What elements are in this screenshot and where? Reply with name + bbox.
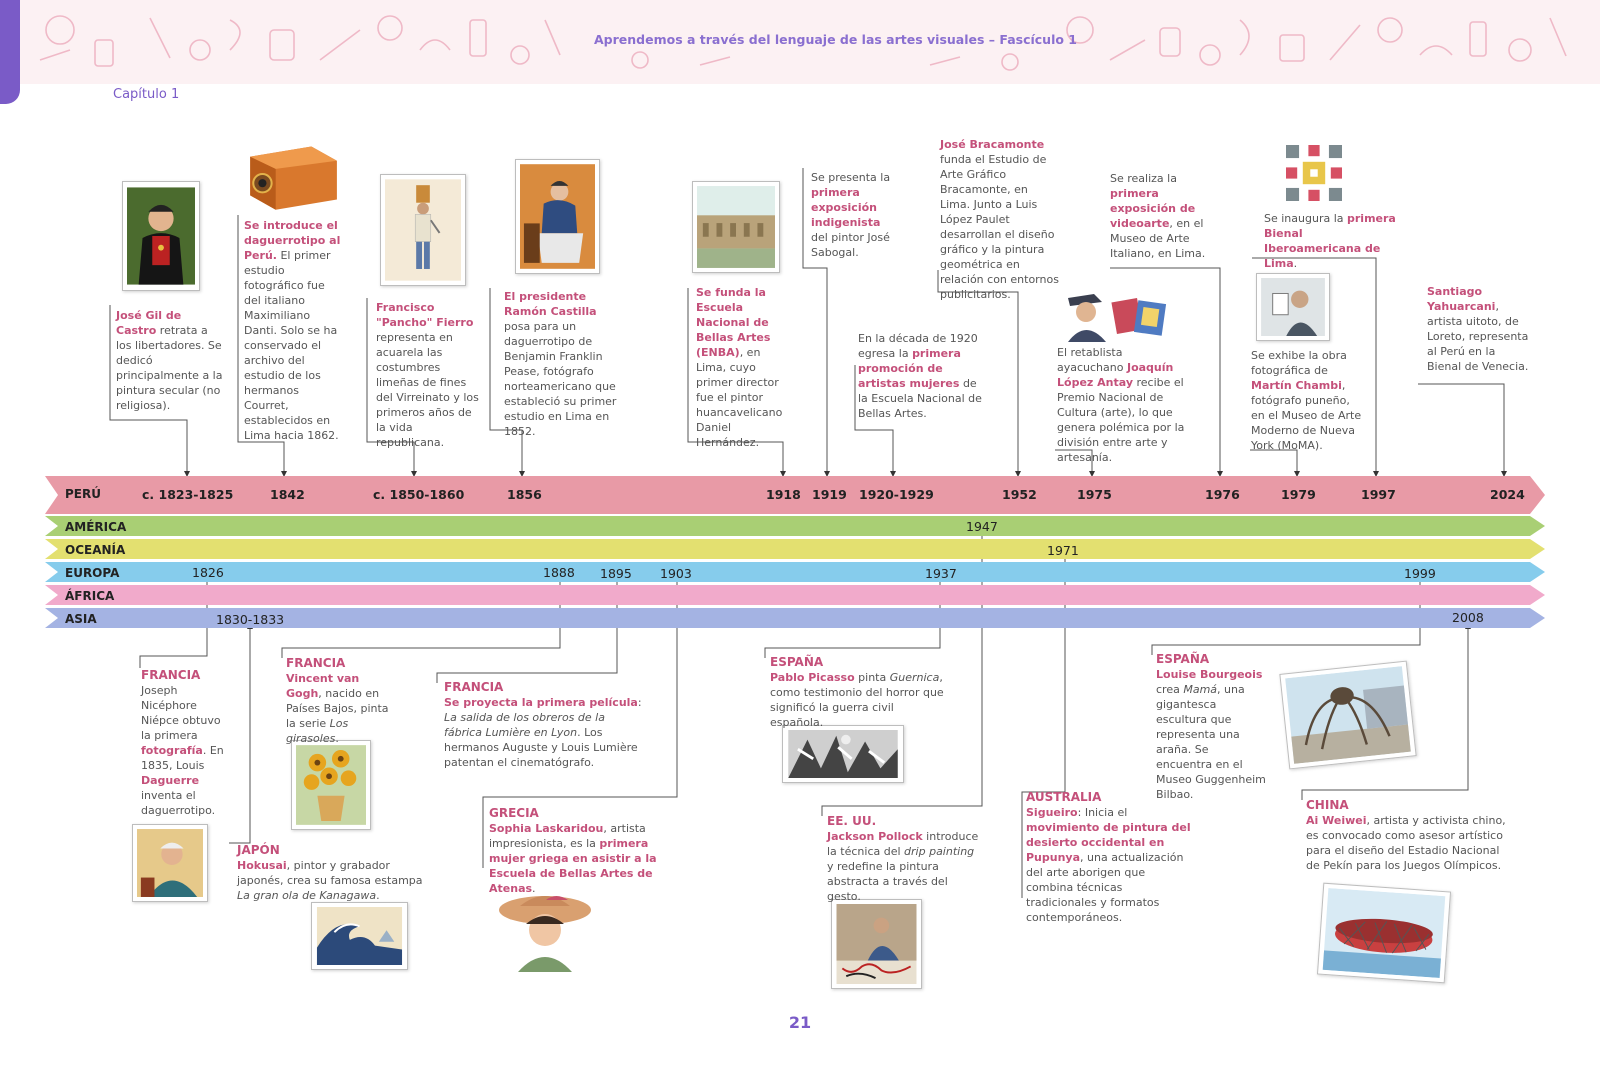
event-highlight: primera Bienal Iberoamericana de Lima bbox=[1264, 212, 1396, 270]
year-europa: 1888 bbox=[543, 565, 575, 580]
event-artwork-title: La gran ola de Kanagawa bbox=[237, 889, 377, 902]
daguerre-portrait bbox=[132, 824, 208, 902]
event-text: . bbox=[376, 889, 380, 902]
event-mujeres bbox=[858, 331, 986, 421]
year-peru: 1979 bbox=[1281, 487, 1316, 502]
event-castilla bbox=[504, 289, 622, 439]
event-highlight: Se proyecta la primera película bbox=[444, 696, 638, 709]
year-peru: 1975 bbox=[1077, 487, 1112, 502]
event-artwork-title: La salida de los obreros de la fábrica Lumière en Lyon bbox=[444, 711, 605, 739]
event-highlight: José Gil de Castro bbox=[116, 309, 182, 337]
portrait-painting bbox=[122, 181, 200, 291]
geometric-pattern bbox=[1281, 141, 1347, 205]
event-videoarte bbox=[1110, 171, 1206, 261]
event-highlight: Jackson Pollock bbox=[827, 830, 923, 843]
event-text: introduce la técnica del bbox=[827, 830, 979, 858]
event-country: CHINA bbox=[1306, 798, 1349, 812]
birds-nest-stadium-photo bbox=[1317, 883, 1451, 984]
event-country: EE. UU. bbox=[827, 814, 877, 828]
event-text: Se inaugura la bbox=[1264, 212, 1347, 225]
event-highlight: José Bracamonte bbox=[940, 138, 1045, 151]
band-label-asia: ASIA bbox=[65, 611, 97, 626]
event-country: JAPÓN bbox=[237, 843, 280, 857]
event-highlight: Louise Bourgeois bbox=[1156, 668, 1263, 681]
event-enba bbox=[696, 285, 792, 450]
event-bienal bbox=[1264, 211, 1400, 271]
event-text: , en Lima, cuyo primer director fue el pintor huancavelicano Daniel Hernández. bbox=[696, 346, 783, 449]
laskaridou-illustration bbox=[496, 886, 594, 972]
year-peru: 1952 bbox=[1002, 487, 1037, 502]
event-highlight: Daguerre bbox=[141, 774, 200, 787]
year-asia: 2008 bbox=[1452, 610, 1484, 625]
band-label-europa: EUROPA bbox=[65, 565, 120, 580]
event-fierro bbox=[376, 300, 484, 450]
event-highlight: primera exposición indigenista bbox=[811, 186, 881, 229]
event-text: , una gigantesca escultura que representa una araña. Se encuentra en el Museo Guggenheim Bilbao. bbox=[1156, 683, 1266, 801]
event-pollock bbox=[827, 814, 979, 904]
event-artwork-title: Guernica bbox=[889, 671, 940, 684]
event-highlight: Sophia Laskaridou bbox=[489, 822, 604, 835]
year-peru: 1918 bbox=[766, 487, 801, 502]
event-text: , una actualización del arte aborigen que combina técnicas tradicionales y formatos contemporáneos. bbox=[1026, 851, 1184, 924]
event-highlight: Santiago Yahuarcani bbox=[1427, 285, 1496, 313]
event-text: . bbox=[1293, 257, 1298, 270]
event-text: pinta bbox=[854, 671, 890, 684]
event-text: , en el Museo de Arte Italiano, en Lima. bbox=[1110, 217, 1206, 260]
year-america: 1947 bbox=[966, 519, 998, 534]
band-africa bbox=[45, 585, 1545, 606]
year-peru: c. 1823-1825 bbox=[142, 487, 234, 502]
photographer-portrait bbox=[1256, 273, 1330, 341]
event-lumiere bbox=[444, 680, 644, 770]
band-label-america: AMÉRICA bbox=[65, 519, 127, 534]
event-text: funda el Estudio de Arte Gráfico Bracamonte, en Lima. Junto a Luis López Paulet desarrollan el diseño gráfico y la pintura geométrica en relación con entornos publicitarios. bbox=[940, 153, 1059, 301]
event-highlight: fotografía bbox=[141, 744, 203, 757]
watercolor-figure bbox=[380, 174, 466, 286]
event-text: Se realiza la bbox=[1110, 172, 1177, 185]
event-yahuarcani bbox=[1427, 284, 1531, 374]
event-artwork-title: Mamá bbox=[1183, 683, 1218, 696]
event-text: de la Escuela Nacional de Bellas Artes. bbox=[858, 377, 982, 420]
event-weiwei bbox=[1306, 798, 1512, 873]
event-text: del pintor José Sabogal. bbox=[811, 231, 890, 259]
band-europa bbox=[45, 562, 1545, 583]
event-gil-castro bbox=[116, 308, 224, 413]
event-artwork-title: Los girasoles bbox=[286, 717, 349, 745]
event-text: , artista uitoto, de Loreto, representa al Perú en la Bienal de Venecia. bbox=[1427, 300, 1529, 373]
event-highlight: Sigueiro bbox=[1026, 806, 1078, 819]
event-text: , artista y activista chino, es convocado como asesor artístico para el diseño del Estadio Nacional de Pekín para los Juegos Olímpicos. bbox=[1306, 814, 1506, 872]
event-hokusai bbox=[237, 843, 437, 903]
pollock-photo bbox=[831, 899, 922, 989]
event-highlight: Se funda la Escuela Nacional de Bellas Artes (ENBA) bbox=[696, 286, 771, 359]
event-country: GRECIA bbox=[489, 806, 539, 820]
band-oceania bbox=[45, 539, 1545, 560]
event-niepce bbox=[141, 668, 227, 818]
event-country: ESPAÑA bbox=[1156, 652, 1210, 666]
event-text: retrata a los libertadores. Se dedicó principalmente a la pintura secular (no religiosa). bbox=[116, 324, 223, 412]
event-highlight: Vincent van Gogh bbox=[286, 672, 360, 700]
year-peru: 1856 bbox=[507, 487, 542, 502]
event-highlight: Pablo Picasso bbox=[770, 671, 855, 684]
event-lopez-antay bbox=[1057, 345, 1191, 465]
event-country: FRANCIA bbox=[286, 656, 346, 670]
event-country: ESPAÑA bbox=[770, 655, 824, 669]
event-text: . Los hermanos Auguste y Louis Lumière patentan el cinematógrafo. bbox=[444, 726, 638, 769]
seated-portrait bbox=[515, 159, 600, 274]
band-america bbox=[45, 516, 1545, 537]
event-daguerrotipo bbox=[244, 218, 344, 443]
year-oceania: 1971 bbox=[1047, 543, 1079, 558]
event-sabogal bbox=[811, 170, 897, 260]
event-country: AUSTRALIA bbox=[1026, 790, 1102, 804]
event-chambi bbox=[1251, 348, 1367, 453]
event-text: crea bbox=[1156, 683, 1184, 696]
year-peru: 1920-1929 bbox=[859, 487, 934, 502]
event-bourgeois bbox=[1156, 652, 1268, 802]
event-text: , artista impresionista, es la bbox=[489, 822, 646, 850]
event-highlight: Joaquín López Antay bbox=[1057, 361, 1174, 389]
event-text: Se presenta la bbox=[811, 171, 891, 184]
year-europa: 1903 bbox=[660, 566, 692, 581]
event-text: y redefine la pintura abstracta a través del gesto. bbox=[827, 860, 948, 903]
year-europa: 1895 bbox=[600, 566, 632, 581]
page-number: 21 bbox=[788, 1013, 812, 1032]
year-europa: 1937 bbox=[925, 566, 957, 581]
event-highlight: Se introduce el daguerrotipo al Perú. bbox=[244, 219, 341, 262]
year-europa: 1999 bbox=[1404, 566, 1436, 581]
camera-image bbox=[240, 136, 342, 212]
year-peru: 1842 bbox=[270, 487, 305, 502]
event-country: FRANCIA bbox=[141, 668, 201, 682]
event-text: inventa el daguerrotipo. bbox=[141, 789, 216, 817]
fascicle-title: Aprendemos a través del lenguaje de las artes visuales – Fascículo 1 bbox=[594, 32, 1077, 47]
event-vangogh bbox=[286, 656, 398, 746]
event-text: : bbox=[637, 696, 642, 709]
maman-spider-photo bbox=[1279, 661, 1416, 770]
event-highlight: Hokusai bbox=[237, 859, 287, 872]
event-text: recibe el Premio Nacional de Cultura (arte), lo que genera polémica por la división entre arte y artesanía. bbox=[1057, 376, 1185, 464]
event-highlight: primera exposición de videoarte bbox=[1110, 187, 1196, 230]
sunflowers-image bbox=[291, 740, 371, 830]
band-label-africa: ÁFRICA bbox=[65, 588, 115, 603]
courtyard-image bbox=[692, 181, 780, 273]
event-text: El retablista ayacuchano bbox=[1057, 346, 1127, 374]
event-text: Se exhibe la obra fotográfica de bbox=[1251, 349, 1347, 377]
event-text: representa en acuarela las costumbres limeñas de fines del Virreinato y los primeros años de la vida republicana. bbox=[376, 331, 479, 449]
event-text: El primer estudio fotográfico fue del italiano Maximiliano Danti. Solo se ha conservado el archivo del estudio de los hermanos Courret, establecidos en Lima hacia 1862. bbox=[244, 249, 339, 442]
event-text: . En 1835, Louis bbox=[141, 744, 224, 772]
event-text: posa para un daguerrotipo de Benjamin Franklin Pease, fotógrafo norteamericano que estableció su primer estudio en Lima en 1852. bbox=[504, 320, 617, 438]
event-sigueiro bbox=[1026, 790, 1194, 925]
year-peru: 1919 bbox=[812, 487, 847, 502]
event-text: En la década de 1920 egresa la bbox=[858, 332, 978, 360]
chapter-label: Capítulo 1 bbox=[113, 87, 180, 102]
event-country: FRANCIA bbox=[444, 680, 504, 694]
year-asia: 1830-1833 bbox=[216, 612, 285, 627]
event-text: , como testimonio del horror que significó la guerra civil española. bbox=[770, 671, 944, 729]
great-wave-image bbox=[311, 902, 408, 970]
event-highlight: Francisco "Pancho" Fierro bbox=[376, 301, 474, 329]
event-text: , pintor y grabador japonés, crea su famosa estampa bbox=[237, 859, 423, 887]
event-highlight: primera mujer griega en asistir a la Escuela de Bellas Artes de Atenas bbox=[489, 837, 657, 895]
event-artwork-title: drip painting bbox=[904, 845, 975, 858]
event-text: . bbox=[335, 732, 339, 745]
event-highlight: Ai Weiwei bbox=[1306, 814, 1367, 827]
retablist-illustration bbox=[1062, 284, 1172, 342]
event-text: Joseph Nicéphore Niépce obtuvo la primera bbox=[141, 684, 221, 742]
year-peru: 1997 bbox=[1361, 487, 1396, 502]
event-highlight: primera promoción de artistas mujeres bbox=[858, 347, 961, 390]
event-bracamonte bbox=[940, 137, 1060, 302]
year-peru: c. 1850-1860 bbox=[373, 487, 465, 502]
band-label-oceania: OCEANÍA bbox=[65, 542, 126, 557]
band-label-peru: PERÚ bbox=[65, 486, 101, 501]
year-peru: 1976 bbox=[1205, 487, 1240, 502]
event-highlight: Martín Chambi bbox=[1251, 379, 1342, 392]
event-highlight: El presidente Ramón Castilla bbox=[504, 290, 597, 318]
event-text: , nacido en Países Bajos, pinta la serie bbox=[286, 687, 389, 730]
guernica-image bbox=[782, 725, 904, 783]
event-text: . bbox=[532, 882, 536, 895]
event-laskaridou bbox=[489, 806, 679, 896]
year-peru: 2024 bbox=[1490, 487, 1525, 502]
event-text: : Inicia el bbox=[1077, 806, 1128, 819]
event-text: , fotógrafo puneño, en el Museo de Arte Moderno de Nueva York (MoMA). bbox=[1251, 379, 1362, 452]
event-highlight: movimiento de pintura del desierto occidental en Pupunya bbox=[1026, 821, 1191, 864]
year-europa: 1826 bbox=[192, 565, 224, 580]
event-picasso bbox=[770, 655, 948, 730]
